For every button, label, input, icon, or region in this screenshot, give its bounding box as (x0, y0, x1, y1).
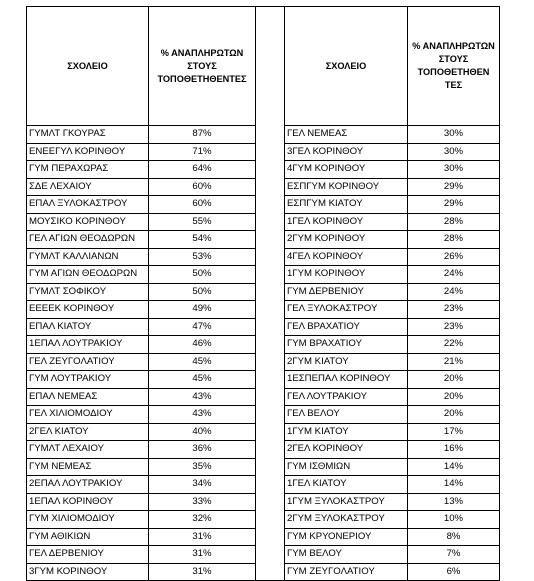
left-pct-cell: 49% (149, 301, 256, 319)
left-pct-cell: 50% (149, 283, 256, 301)
header-row (27, 7, 500, 126)
right-pct-cell: 13% (408, 493, 500, 511)
left-school-cell: ΕΕΕΕΚ ΚΟΡΙΝΘΟΥ (27, 301, 149, 319)
right-pct-cell: 14% (408, 476, 500, 494)
left-school-cell: 1ΕΠΑΛ ΚΟΡΙΝΘΟΥ (27, 493, 149, 511)
right-school-header: ΣΧΟΛΕΙΟ (285, 7, 408, 126)
right-pct-cell: 24% (408, 266, 500, 284)
left-pct-cell: 31% (149, 546, 256, 564)
right-school-cell: ΓΕΛ ΝΕΜΕΑΣ (285, 126, 408, 144)
left-school-cell: ΓΥΜΛΤ ΛΕΧΑΙΟΥ (27, 441, 149, 459)
left-school-cell: ΓΕΛ ΑΓΙΩΝ ΘΕΟΔΩΡΩΝ (27, 231, 149, 249)
right-pct-cell: 26% (408, 248, 500, 266)
right-school-cell: ΓΕΛ ΒΕΛΟΥ (285, 406, 408, 424)
right-pct-cell: 23% (408, 318, 500, 336)
right-school-cell: ΓΕΛ ΒΡΑΧΑΤΙΟΥ (285, 318, 408, 336)
left-school-cell: ΓΕΛ ΔΕΡΒΕΝΙΟΥ (27, 546, 149, 564)
right-pct-cell: 7% (408, 546, 500, 564)
right-school-cell: 3ΓΕΛ ΚΟΡΙΝΘΟΥ (285, 143, 408, 161)
right-pct-cell: 22% (408, 336, 500, 354)
right-school-cell: 4ΓΕΛ ΚΟΡΙΝΘΟΥ (285, 248, 408, 266)
left-pct-cell: 54% (149, 231, 256, 249)
left-pct-cell: 31% (149, 563, 256, 581)
right-pct-cell: 8% (408, 528, 500, 546)
right-school-cell: ΓΥΜ ΒΡΑΧΑΤΙΟΥ (285, 336, 408, 354)
left-school-cell: 1ΕΠΑΛ ΛΟΥΤΡΑΚΙΟΥ (27, 336, 149, 354)
right-school-cell: ΓΥΜ ΖΕΥΓΟΛΑΤΙΟΥ (285, 563, 408, 581)
left-school-cell: ΣΔΕ ΛΕΧΑΙΟΥ (27, 178, 149, 196)
right-pct-cell: 29% (408, 178, 500, 196)
left-pct-cell: 34% (149, 476, 256, 494)
right-school-cell: 2ΓΥΜ ΚΟΡΙΝΘΟΥ (285, 231, 408, 249)
left-pct-cell: 32% (149, 511, 256, 529)
left-school-cell: ΓΥΜ ΝΕΜΕΑΣ (27, 458, 149, 476)
right-school-cell: 1ΓΕΛ ΚΙΑΤΟΥ (285, 476, 408, 494)
right-school-cell: 1ΓΥΜ ΞΥΛΟΚΑΣΤΡΟΥ (285, 493, 408, 511)
left-school-cell: ΓΥΜ ΑΘΙΚΙΩΝ (27, 528, 149, 546)
right-school-cell: 1ΓΥΜ ΚΙΑΤΟΥ (285, 423, 408, 441)
right-school-cell: ΓΕΛ ΞΥΛΟΚΑΣΤΡΟΥ (285, 301, 408, 319)
left-school-cell: ΓΕΛ ΧΙΛΙΟΜΟΔΙΟΥ (27, 406, 149, 424)
left-school-cell: 2ΓΕΛ ΚΙΑΤΟΥ (27, 423, 149, 441)
right-pct-cell: 20% (408, 388, 500, 406)
left-pct-cell: 60% (149, 196, 256, 214)
left-school-cell: ΓΥΜΛΤ ΚΑΛΛΙΑΝΩΝ (27, 248, 149, 266)
right-school-cell: 1ΓΥΜ ΚΟΡΙΝΘΟΥ (285, 266, 408, 284)
left-school-cell: ΕΠΑΛ ΚΙΑΤΟΥ (27, 318, 149, 336)
left-school-cell: ΕΝΕΕΓΥΛ ΚΟΡΙΝΘΟΥ (27, 143, 149, 161)
right-pct-cell: 29% (408, 196, 500, 214)
right-school-cell: ΓΥΜ ΔΕΡΒΕΝΙΟΥ (285, 283, 408, 301)
left-pct-cell: 40% (149, 423, 256, 441)
left-pct-cell: 43% (149, 388, 256, 406)
right-pct-cell: 30% (408, 143, 500, 161)
right-pct-cell: 17% (408, 423, 500, 441)
right-pct-cell: 20% (408, 371, 500, 389)
left-school-cell: ΕΠΑΛ ΞΥΛΟΚΑΣΤΡΟΥ (27, 196, 149, 214)
left-school-cell: ΓΥΜ ΛΟΥΤΡΑΚΙΟΥ (27, 371, 149, 389)
left-pct-cell: 45% (149, 353, 256, 371)
right-pct-cell: 23% (408, 301, 500, 319)
left-school-cell: ΜΟΥΣΙΚΟ ΚΟΡΙΝΘΟΥ (27, 213, 149, 231)
right-pct-cell: 28% (408, 231, 500, 249)
right-pct-cell: 30% (408, 161, 500, 179)
right-pct-cell: 16% (408, 441, 500, 459)
left-pct-cell: 87% (149, 126, 256, 144)
left-pct-cell: 55% (149, 213, 256, 231)
left-pct-cell: 43% (149, 406, 256, 424)
right-school-cell: ΕΣΠΓΥΜ ΚΙΑΤΟΥ (285, 196, 408, 214)
left-school-cell: 2ΕΠΑΛ ΛΟΥΤΡΑΚΙΟΥ (27, 476, 149, 494)
right-pct-header: % ΑΝΑΠΛΗΡΩΤΩΝ ΣΤΟΥΣ ΤΟΠΟΘΕΤΗΘΕΝ ΤΕΣ (408, 7, 500, 126)
right-pct-cell: 24% (408, 283, 500, 301)
right-pct-cell: 30% (408, 126, 500, 144)
left-pct-cell: 47% (149, 318, 256, 336)
right-school-cell: 4ΓΥΜ ΚΟΡΙΝΘΟΥ (285, 161, 408, 179)
right-school-cell: 1ΓΕΛ ΚΟΡΙΝΘΟΥ (285, 213, 408, 231)
right-pct-cell: 20% (408, 406, 500, 424)
left-pct-cell: 35% (149, 458, 256, 476)
left-pct-cell: 64% (149, 161, 256, 179)
right-school-cell: ΕΣΠΓΥΜ ΚΟΡΙΝΘΟΥ (285, 178, 408, 196)
left-pct-cell: 31% (149, 528, 256, 546)
left-school-cell: ΓΥΜ ΧΙΛΙΟΜΟΔΙΟΥ (27, 511, 149, 529)
left-school-cell: ΓΥΜ ΑΓΙΩΝ ΘΕΟΔΩΡΩΝ (27, 266, 149, 284)
left-pct-header: % ΑΝΑΠΛΗΡΩΤΩΝ ΣΤΟΥΣ ΤΟΠΟΘΕΤΗΘΕΝΤΕΣ (149, 7, 256, 126)
left-pct-cell: 33% (149, 493, 256, 511)
left-school-cell: ΓΥΜΛΤ ΣΟΦΙΚΟΥ (27, 283, 149, 301)
right-pct-cell: 14% (408, 458, 500, 476)
left-pct-cell: 50% (149, 266, 256, 284)
right-pct-cell: 10% (408, 511, 500, 529)
left-school-cell: ΓΥΜ ΠΕΡΑΧΩΡΑΣ (27, 161, 149, 179)
right-pct-cell: 6% (408, 563, 500, 581)
right-school-cell: ΓΥΜ ΙΣΘΜΙΩΝ (285, 458, 408, 476)
left-pct-cell: 36% (149, 441, 256, 459)
column-gap (256, 7, 285, 581)
right-school-cell: 1ΕΣΠΕΠΑΛ ΚΟΡΙΝΘΟΥ (285, 371, 408, 389)
left-school-cell: ΓΥΜΛΤ ΓΚΟΥΡΑΣ (27, 126, 149, 144)
left-pct-cell: 71% (149, 143, 256, 161)
left-pct-cell: 60% (149, 178, 256, 196)
left-school-cell: ΕΠΑΛ ΝΕΜΕΑΣ (27, 388, 149, 406)
right-school-cell: ΓΥΜ ΒΕΛΟΥ (285, 546, 408, 564)
right-pct-cell: 28% (408, 213, 500, 231)
right-school-cell: 2ΓΥΜ ΞΥΛΟΚΑΣΤΡΟΥ (285, 511, 408, 529)
left-pct-cell: 45% (149, 371, 256, 389)
right-school-cell: ΓΕΛ ΛΟΥΤΡΑΚΙΟΥ (285, 388, 408, 406)
right-school-cell: 2ΓΕΛ ΚΟΡΙΝΘΟΥ (285, 441, 408, 459)
left-school-cell: ΓΕΛ ΖΕΥΓΟΛΑΤΙΟΥ (27, 353, 149, 371)
left-school-cell: 3ΓΥΜ ΚΟΡΙΝΘΟΥ (27, 563, 149, 581)
left-pct-cell: 46% (149, 336, 256, 354)
left-pct-cell: 53% (149, 248, 256, 266)
schools-table (26, 6, 500, 581)
right-pct-cell: 21% (408, 353, 500, 371)
right-school-cell: ΓΥΜ ΚΡΥΟΝΕΡΙΟΥ (285, 528, 408, 546)
left-school-header: ΣΧΟΛΕΙΟ (27, 7, 149, 126)
right-school-cell: 2ΓΥΜ ΚΙΑΤΟΥ (285, 353, 408, 371)
